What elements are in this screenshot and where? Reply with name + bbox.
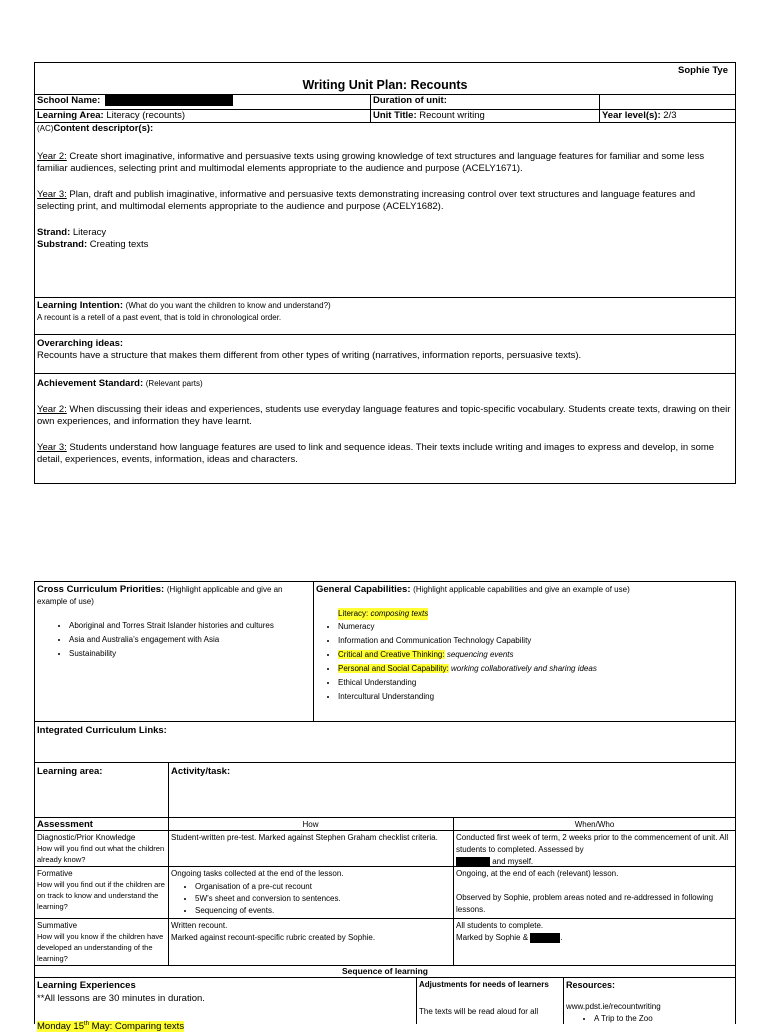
when-who-label: When/Who [574,820,615,829]
formative-when: Ongoing, at the end of each (relevant) lesson. Observed by Sophie, problem areas noted and re-addressed in following lessons. [456,869,714,914]
gc-item: • Numeracy [338,621,733,633]
ccp-item: • Aboriginal and Torres Strait Islander histories and cultures [69,620,310,632]
year-levels-value: 2/3 [663,110,677,121]
summative-hint: How will you know if the children have developed an understanding of the learning? [37,932,164,963]
resources-link[interactable]: www.pdst.ie/recountwriting [566,1002,661,1011]
content-descriptors-cell [34,122,736,297]
learning-intention-text: A recount is a retell of a past event, that is told in chronological order. [37,313,282,322]
overarching-ideas-cell [34,334,736,373]
overarching-ideas-text: Recounts have a structure that makes them different from other types of writing (narratives, information reports, persuasive texts). [37,350,582,361]
summative-how: Written recount. Marked against recount-specific rubric created by Sophie. [171,921,376,942]
formative-hint: How will you find out if the children are on track to know and understand the learning? [37,880,165,911]
unit-title-value: Recount writing [419,110,485,121]
integrated-links-label: Integrated Curriculum Links: [37,725,167,736]
formative-cell [34,867,168,913]
ccp-hint: (Highlight applicable and give an example of use) [37,585,283,606]
learning-area-cell [34,109,370,122]
strand-value: Literacy [72,226,107,238]
duration-label: Duration of unit: [373,95,447,106]
redacted-block [530,933,560,943]
school-name-label: School Name: [37,95,101,107]
substrand-value: Creating texts [89,239,149,250]
learning-area-label-2: Learning area: [37,766,103,777]
achievement-standard-label: Achievement Standard: [37,378,144,389]
year3-label: Year 3: [37,188,67,200]
summative-cell [34,919,168,965]
formative-item: • Organisation of a pre-cut recount [195,881,450,893]
lesson-duration-note: **All lessons are 30 minutes in duration. [37,993,205,1004]
ccp-item: • Asia and Australia’s engagement with Asia [69,634,310,646]
formative-label: Formative [37,869,73,878]
gc-item: • Information and Communication Technology Capability [338,635,733,647]
ach-year2-text: When discussing their ideas and experiences, students use everyday language features and topic-specific vocabulary. Students create texts, drawing on their own experiences, and information they have learnt. [37,403,731,427]
year-levels-cell [599,109,736,122]
page-title: Writing Unit Plan: Recounts [302,78,468,92]
year2-text: Create short imaginative, informative and persuasive texts using growing knowledge of text structures and language features for familiar and some less familiar audiences, selecting print and multimodal elements appropriate to the audience and purpose (ACELY1671). [37,150,705,174]
author-name: Sophie Tye [678,65,728,76]
diagnostic-hint: How will you find out what the children already know? [37,844,165,864]
summative-label: Summative [37,921,78,930]
gc-list [316,608,733,703]
gc-item: • Intercultural Understanding [338,691,733,703]
substrand-label: Substrand: [37,239,88,250]
learning-intention-hint: (What do you want the children to know and understand?) [125,301,331,310]
resources-label: Resources: [566,980,616,990]
general-capabilities-cell [313,581,736,721]
cross-curriculum-cell [34,581,313,721]
gc-label: General Capabilities: [316,584,411,595]
learning-experiences-label: Learning Experiences [37,980,136,991]
achievement-standard-hint: (Relevant parts) [145,379,203,388]
achievement-standard-cell [34,373,736,484]
gc-hint: (Highlight applicable capabilities and give an example of use) [413,585,630,594]
how-label: How [302,820,319,829]
ach-year2-label: Year 2: [37,403,67,415]
activity-task-label: Activity/task: [171,766,231,777]
unit-title-cell [370,109,599,122]
unit-title-label: Unit Title: [373,110,417,121]
content-prefix: (AC) [37,124,54,133]
strand-label: Strand: [37,226,71,238]
gc-item: Literacy: composing texts [338,609,429,618]
learning-area-label: Learning Area: [37,110,104,121]
year-levels-label: Year level(s): [602,110,661,121]
gc-item: • Personal and Social Capability: working collaboratively and sharing ideas [338,663,733,675]
learning-intention-cell [34,297,736,334]
ccp-item: • Sustainability [69,648,310,660]
summative-when: All students to complete. Marked by Sophie & . [456,921,563,942]
formative-item: • Sequencing of events. [195,905,450,917]
ach-year3-text: Students understand how language features are used to link and sequence ideas. Their texts include writing and images to express and develop, in some detail, experiences, events, information, ideas and characters. [37,441,715,465]
gc-item: • Ethical Understanding [338,677,733,689]
ccp-list [37,620,310,660]
resources-cell [563,978,736,1028]
adjustments-cell [416,978,563,1018]
diagnostic-when: Conducted first week of term, 2 weeks prior to the commencement of unit. All students to completed. Assessed by and myself. [456,833,729,866]
formative-item: • 5W’s sheet and conversion to sentences. [195,893,450,905]
learning-intention-label: Learning Intention: [37,300,124,311]
school-name-cell [34,94,370,109]
diagnostic-label: Diagnostic/Prior Knowledge [37,833,136,842]
year3-text: Plan, draft and publish imaginative, informative and persuasive texts demonstrating increasing control over text structures and language features and selecting print, and multimodal elements appropriate to the audience and purpose (ACELY1682). [37,188,696,212]
redacted-block [456,857,490,867]
adjustments-text: The texts will be read aloud for all [419,1006,539,1016]
assessment-label: Assessment [37,819,93,830]
year2-label: Year 2: [37,150,67,162]
content-descriptor-label: Content descriptor(s): [53,123,154,134]
redacted-block [105,95,233,106]
ach-year3-label: Year 3: [37,441,67,453]
diagnostic-cell [34,831,168,866]
learning-area-value: Literacy (recounts) [106,110,186,121]
lesson-day-heading: Monday 15th May: Comparing texts [37,1021,185,1033]
sequence-of-learning-label: Sequence of learning [342,966,428,976]
formative-how: Ongoing tasks collected at the end of the lesson. • Organisation of a pre-cut recount • 5W’s sheet and conversion to sentences. • Sequencing of events. [168,867,453,918]
overarching-ideas-label: Overarching ideas: [37,338,124,349]
gc-item: • Critical and Creative Thinking: sequencing events [338,649,733,661]
ccp-label: Cross Curriculum Priorities: [37,584,165,595]
adjustments-label: Adjustments for needs of learners [419,980,549,989]
diagnostic-how: Student-written pre-test. Marked against Stephen Graham checklist criteria. [171,833,438,842]
learning-experiences-cell [34,978,416,1034]
resources-item: • A Trip to the Zoo [594,1013,733,1025]
